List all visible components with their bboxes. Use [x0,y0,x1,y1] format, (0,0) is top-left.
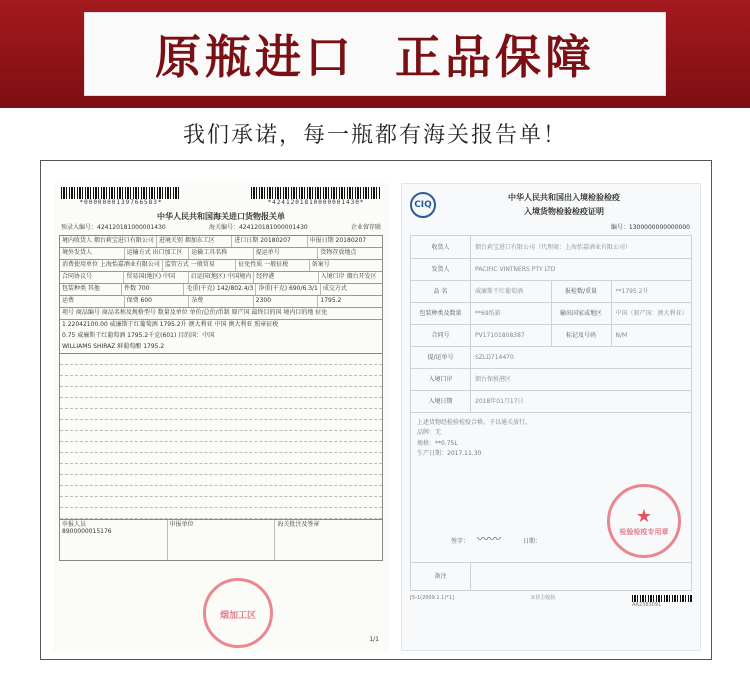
cell: 提运单号 [254,248,319,259]
cell: 净重(千克) 690/6.3/1 [256,284,320,295]
remark-spec: 规格：**0.75L [417,439,458,447]
row-value: PACIFIC VINTNERS PTY LTD [475,266,556,274]
cell: 运费 [60,296,125,307]
cell: 申报日期 20180207 [309,236,367,244]
banner-title: 原瓶进口 正品保障 [154,30,596,84]
cell: 件数 700 [122,284,184,295]
ciq-logo-icon: CIQ [410,192,436,218]
cell: 保费 600 [125,296,190,307]
row-label: 发货人 [411,259,471,280]
cell: 境内收货人 烟台莉宝进口有限公司 [60,236,157,247]
customs-table [59,235,383,354]
row-label: 品 名 [411,281,471,302]
ciq-barcode [632,595,692,602]
row-value: 烟台保税港区 [475,376,512,384]
customs-declaration [53,183,389,651]
cell: 进口日期 20180207 [232,236,307,247]
row-label: 包装种类及数量 [411,303,471,324]
cell: 征免性质 一般征税 [236,260,309,271]
cell: 贸易国(地区) 中国 [124,272,188,283]
date-label: 日期： [522,537,541,545]
row-value: **1795.2升 [615,288,649,296]
declaring-unit: 申报单位 [168,520,276,560]
customs-stamp-text: 烟加工区 [219,611,256,621]
row-label: 入境口岸 [411,369,471,390]
row-value: 威廉斯干红葡萄酒 [471,281,552,302]
row-label: 标记及号码 [552,325,612,346]
customs-approval: 海关批注及签章 [277,520,320,528]
cell: 运输工具名称 [189,248,254,259]
row-value: 烟台莉宝进口有限公司（代理商：上海怡嘉酒业有限公司） [475,243,632,251]
remark-date: 生产日期：2017.11.30 [417,449,482,457]
remark-text: 上述货物经检验检疫合格，予以通关放行。 [417,419,532,427]
row-value: PV17101808387 [471,325,552,346]
cell: 毛重(千克) 142/802.4/3 [184,284,256,295]
row-label: 收货人 [411,236,471,258]
ciq-stamp [607,484,681,558]
barcode-number-right: *4241201810000001430* [267,199,365,206]
certificate-number: 编号：1300000000000000 [610,224,690,231]
cell: 进境关别 烟加东工区 [157,236,232,247]
stamp-star-icon: ★ [635,506,653,528]
cell: 监管方式 一般贸易 [163,260,236,271]
promise-subtitle: 我们承诺，每一瓶都有海关报告单！ [182,123,567,148]
ciq-title: 中华人民共和国出入境检验检疫 [508,193,620,203]
row-value: 2018年01月17日 [475,398,524,406]
row-value: SZLD714470 [475,354,514,362]
cell: 入境口岸 烟台开发区 [320,272,377,280]
cell: 消费使用单位 上海怡嘉酒业有限公司 [60,260,163,271]
cell: 杂费 [189,296,254,307]
blank-goods-lines [59,354,383,519]
row-value: 中国（原产国：澳大利亚） [615,310,688,318]
cell: 启运国(地区) 中国境内 [189,272,255,283]
preentry-number: 预录入编号：424120181000001430 [61,223,166,231]
cell: 2300 [254,296,319,307]
signature-scribble-icon: 〰〰 [476,531,501,546]
barcode-number-left: *0000000139766583* [79,199,163,206]
remark-brand: 品牌：无 [417,429,442,437]
ciq-stamp-text: 检验检疫专用章 [619,527,669,536]
customs-stamp [203,578,273,648]
note-label: 备注 [411,563,471,590]
cell: 货物存放地点 [320,248,357,256]
cell: 经停港 [254,272,318,283]
signature-label: 签字： [451,537,470,545]
customs-number: 海关编号：424120181000001430 [208,223,308,231]
copy-holder: ①货主收执 [530,595,556,602]
cell: 备案号 [311,260,330,268]
row-label: 报检数/重量 [552,281,612,302]
barcode-right [251,187,381,199]
cell: 1795.2 [320,296,342,304]
ciq-subtitle: 入境货物检验检疫证明 [524,207,604,216]
row-label: 入境日期 [411,391,471,412]
row-label: 提/运单号 [411,347,471,368]
cell: 运输方式 出口加工区 [125,248,190,259]
form-code: [5-1(2009.1.1)*1] [410,595,454,602]
customs-footer [59,519,383,561]
customs-title: 中华人民共和国海关进口货物报关单 [157,212,285,222]
ciq-table [410,235,692,591]
header-banner [0,0,750,108]
goods-line: 0.75 威廉斯干红葡萄酒 1795.2千克(601) 目的国：中国 [62,331,215,339]
goods-line: 1 22042100.00 威廉斯干红葡萄酒 1795.2升 澳大利亚 中国 澳大利亚 照章征税 [62,320,279,328]
ciq-certificate [401,183,701,651]
row-label: 输出国家或地区 [552,303,612,324]
documents-frame [40,160,712,660]
row-value: **69纸箱 [471,303,552,324]
goods-header: 项号 商品编号 商品名称及规格型号 数量及单位 单价/总价/币制 原产国 最终目的国 境内目的地 征免 [62,308,328,316]
ciq-serial: AA2383091 [632,602,662,609]
page-number: 1/1 [369,635,379,643]
cell: 包装种类 其他 [60,284,122,295]
row-label: 合同号 [411,325,471,346]
declarant-label: 申报人员 [62,520,87,528]
copy-label: 企业留存联 [350,223,381,231]
barcode-left [61,187,181,199]
cell: 合同协议号 [60,272,124,283]
banner-box [84,12,666,96]
goods-line: WILLIAMS SHIRAZ 鲜葡萄酿 1795.2 [62,342,165,350]
declarant-code: 8900000015176 [62,528,112,536]
cell: 成交方式 [322,284,347,292]
row-value: N/M [615,332,628,340]
cell: 境外发货人 [60,248,125,259]
